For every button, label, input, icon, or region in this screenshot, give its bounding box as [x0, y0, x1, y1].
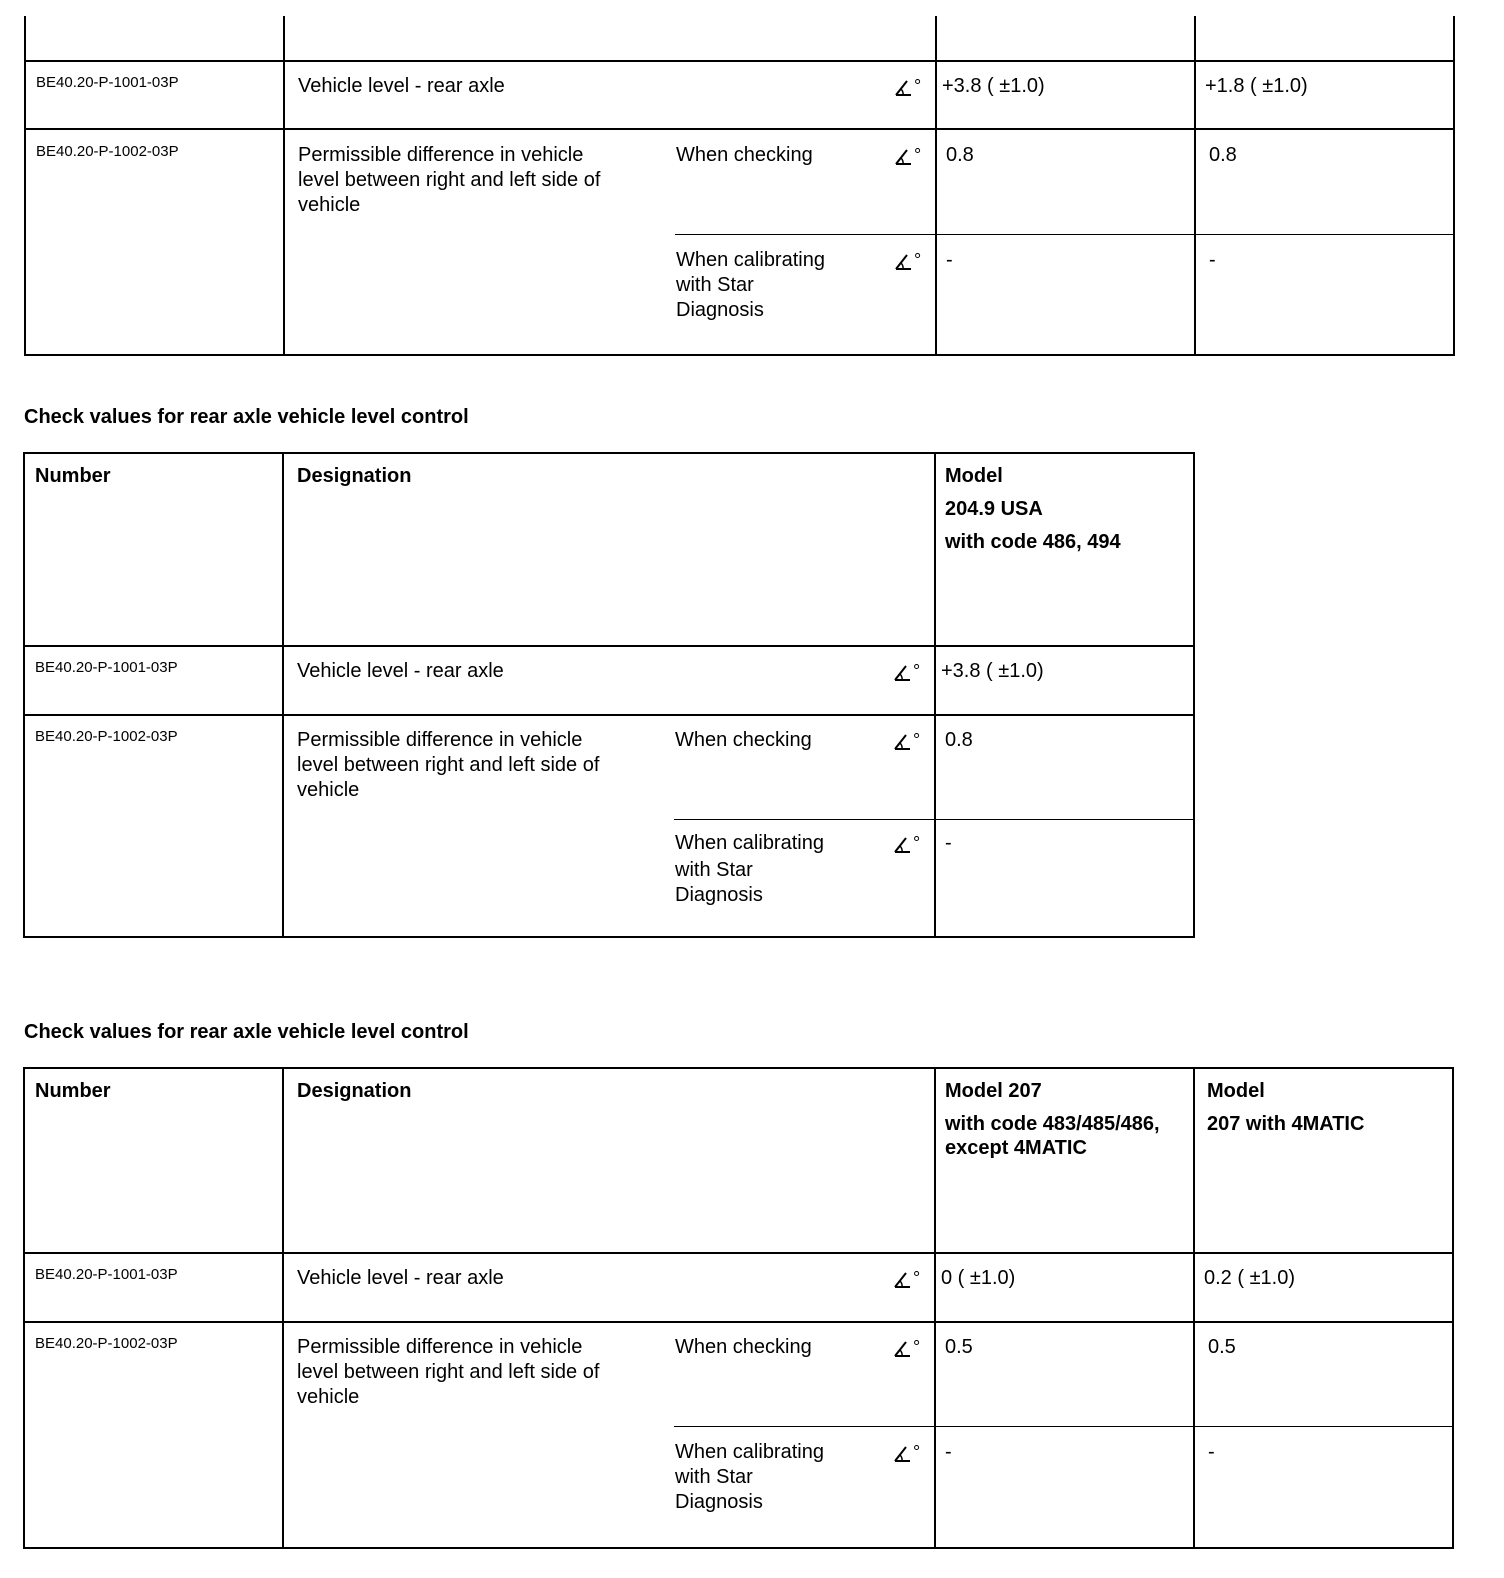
angle-degree-icon: °	[892, 659, 920, 688]
angle-degree-icon: °	[892, 1266, 920, 1295]
angle-degree-icon: °	[893, 74, 921, 103]
table-3-sub-2-value-2: -	[1208, 1441, 1215, 1463]
table-2-row-2-designation-line-2: level between right and left side of	[297, 754, 600, 776]
table-2-sub-1-label: When checking	[675, 729, 812, 751]
table-3-header-designation: Designation	[297, 1080, 412, 1102]
table-1-row-2-designation-line-1: Permissible difference in vehicle	[298, 144, 584, 166]
table-1-sub-2-label-line-1: When calibrating	[676, 249, 825, 271]
table-1-row-1-value-2: +1.8 ( ±1.0)	[1205, 75, 1308, 97]
table-3-sub-2-label-line-2: with Star	[675, 1466, 753, 1488]
table-2-header-designation: Designation	[297, 465, 412, 487]
angle-degree-icon: °	[892, 1335, 920, 1364]
table-2-header-model	[945, 464, 1121, 554]
table-3-header-model-1	[945, 1079, 1160, 1160]
table-3-header-model-1-line-3: except 4MATIC	[945, 1137, 1087, 1159]
table-3-row-2-designation-line-2: level between right and left side of	[297, 1361, 600, 1383]
table-3-sub-1-value-2: 0.5	[1208, 1336, 1236, 1358]
table-3-header-model-1-line-2: with code 483/485/486,	[945, 1113, 1160, 1135]
table-2-row-2-number: BE40.20-P-1002-03P	[35, 728, 178, 745]
table-3-sub-2-label-line-3: Diagnosis	[675, 1491, 763, 1513]
table-2-row-1-designation: Vehicle level - rear axle	[297, 660, 504, 682]
table-2-header-model-line-1: Model	[945, 465, 1003, 487]
table-2-row-2-designation-line-3: vehicle	[297, 779, 360, 801]
table-1-sub-1-value-1: 0.8	[946, 144, 974, 166]
table-1-sub-2-value-1: -	[946, 249, 953, 271]
table-1-sub-2-label-line-2: with Star	[676, 274, 754, 296]
table-2-sub-2-value-1: -	[945, 832, 952, 854]
table-2-header-model-line-2: 204.9 USA	[945, 498, 1043, 520]
table-2-sub-1-value-1: 0.8	[945, 729, 973, 751]
table-1-row-1-value-1: +3.8 ( ±1.0)	[942, 75, 1045, 97]
table-3-sub-1-value-1: 0.5	[945, 1336, 973, 1358]
angle-degree-icon: °	[892, 1440, 920, 1469]
table-3-row-1-value-2: 0.2 ( ±1.0)	[1204, 1267, 1296, 1289]
table-2-header-model-line-3: with code 486, 494	[945, 531, 1121, 553]
table-3-row-2-number: BE40.20-P-1002-03P	[35, 1335, 178, 1352]
table-1-row-1-designation: Vehicle level - rear axle	[298, 75, 505, 97]
table-2-sub-2-label-line-1: When calibrating	[675, 832, 824, 854]
table-1-row-2-number: BE40.20-P-1002-03P	[36, 143, 179, 160]
table-2-row-1-number: BE40.20-P-1001-03P	[35, 659, 178, 676]
table-3-header-model-2-line-2: 207 with 4MATIC	[1207, 1113, 1365, 1135]
table-3-row-1-value-1: 0 ( ±1.0)	[941, 1267, 1016, 1289]
table-3-row-2-designation-line-3: vehicle	[297, 1386, 360, 1408]
table-1-sub-2-label-line-3: Diagnosis	[676, 299, 764, 321]
table-2-sub-2-label-line-3: Diagnosis	[675, 884, 763, 906]
table-1-sub-1-value-2: 0.8	[1209, 144, 1237, 166]
table-3-sub-2-label-line-1: When calibrating	[675, 1441, 824, 1463]
table-3-row-1-designation: Vehicle level - rear axle	[297, 1267, 504, 1289]
table-2-header-number: Number	[35, 465, 111, 487]
table-2-row-2-designation-line-1: Permissible difference in vehicle	[297, 729, 583, 751]
table-3-header-model-2	[1207, 1079, 1364, 1136]
table-1-sub-2-value-2: -	[1209, 249, 1216, 271]
table-3-row-2-designation-line-1: Permissible difference in vehicle	[297, 1336, 583, 1358]
section-3-heading: Check values for rear axle vehicle level control	[24, 1021, 469, 1043]
angle-degree-icon: °	[893, 248, 921, 277]
angle-degree-icon: °	[892, 831, 920, 860]
table-1-row-2-designation-line-3: vehicle	[298, 194, 361, 216]
table-3-header-number: Number	[35, 1080, 111, 1102]
table-2-row-1-value-1: +3.8 ( ±1.0)	[941, 660, 1044, 682]
table-1-sub-1-label: When checking	[676, 144, 813, 166]
table-3-row-1-number: BE40.20-P-1001-03P	[35, 1266, 178, 1283]
table-1-row-2-designation-line-2: level between right and left side of	[298, 169, 601, 191]
section-2-heading: Check values for rear axle vehicle level control	[24, 406, 469, 428]
table-3-header-model-2-line-1: Model	[1207, 1080, 1265, 1102]
table-3-sub-1-label: When checking	[675, 1336, 812, 1358]
angle-degree-icon: °	[893, 143, 921, 172]
table-3-header-model-1-line-1: Model 207	[945, 1080, 1042, 1102]
angle-degree-icon: °	[892, 728, 920, 757]
table-1-row-1-number: BE40.20-P-1001-03P	[36, 74, 179, 91]
table-2-sub-2-label-line-2: with Star	[675, 859, 753, 881]
table-3-sub-2-value-1: -	[945, 1441, 952, 1463]
